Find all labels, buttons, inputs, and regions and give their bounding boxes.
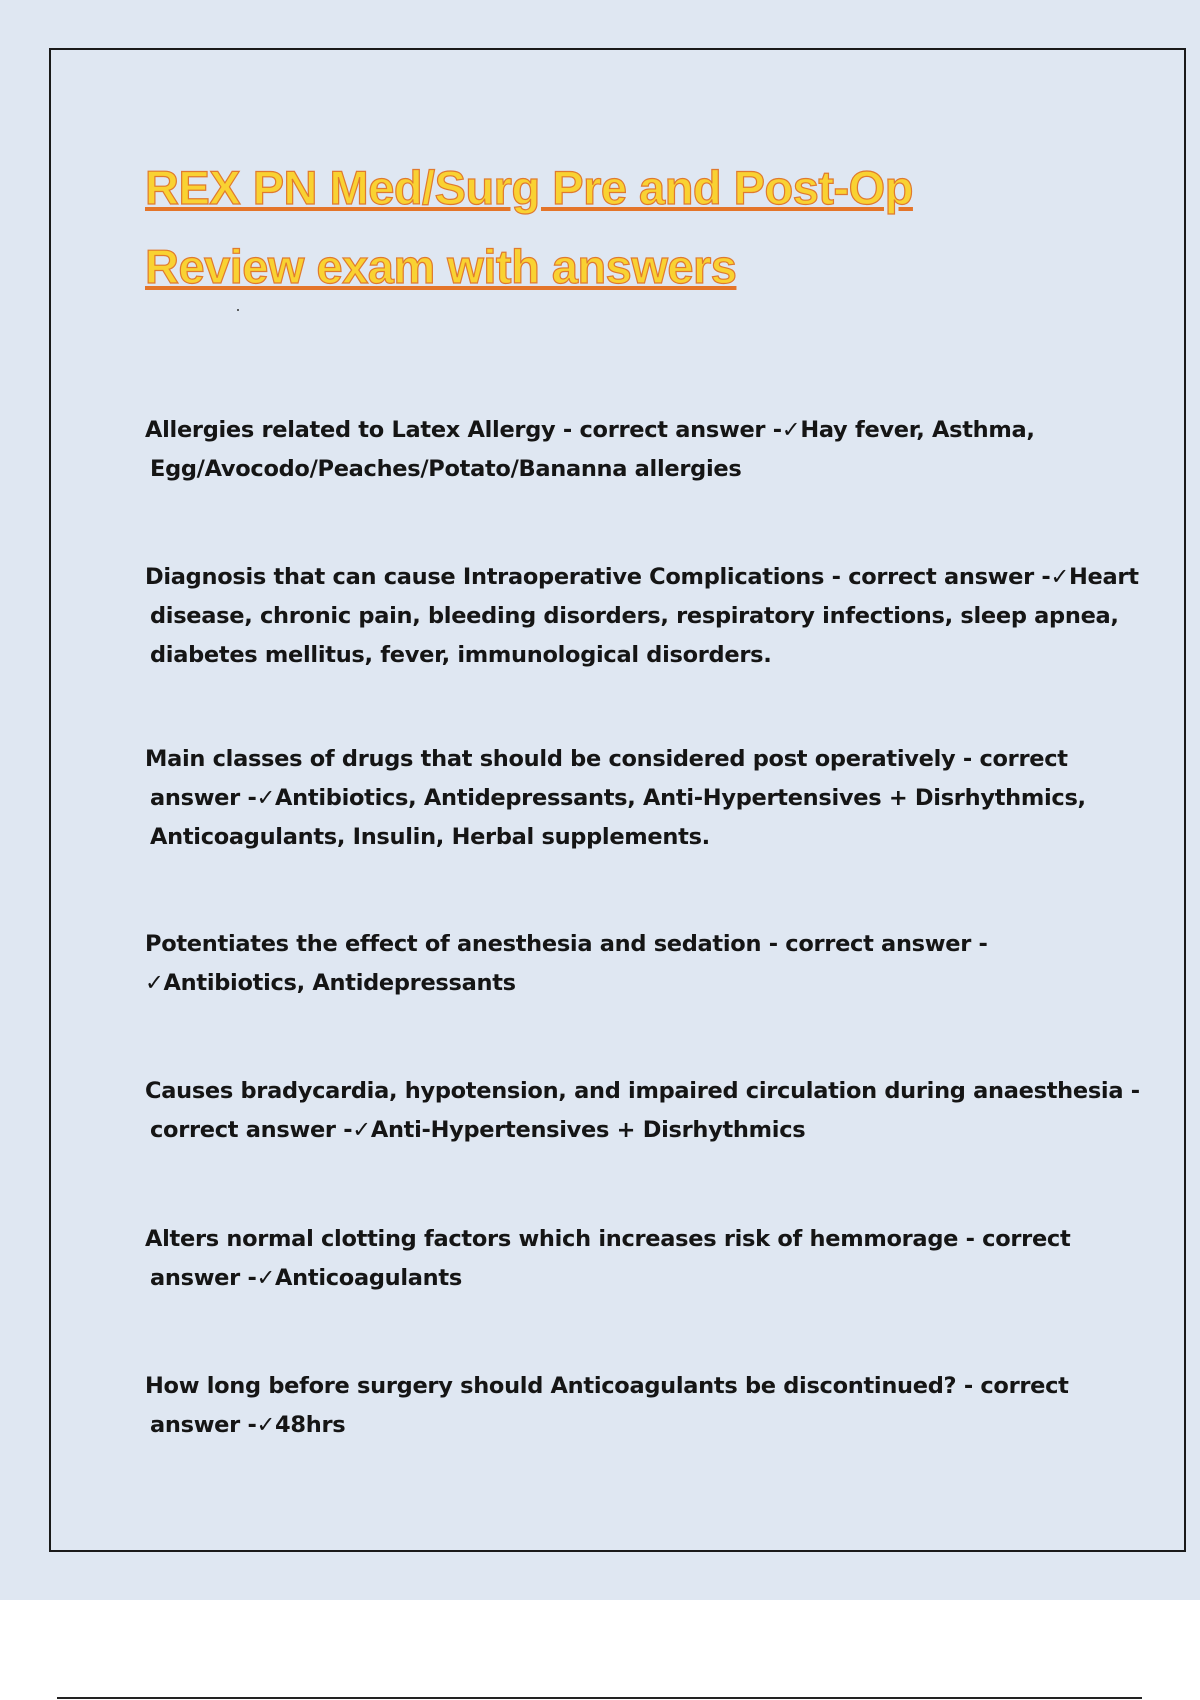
qa-item-5 xyxy=(145,1072,1140,1150)
stray-dot xyxy=(237,309,239,311)
qa-item-3 xyxy=(145,740,1105,857)
qa-line: correct answer -✓Anti-Hypertensives + Disrhythmics xyxy=(150,1117,806,1143)
qa-line: Diagnosis that can cause Intraoperative Complications - correct answer -✓Heart xyxy=(145,564,1139,590)
qa-line: diabetes mellitus, fever, immunological disorders. xyxy=(150,642,772,668)
qa-line: How long before surgery should Anticoagulants be discontinued? - correct xyxy=(145,1373,1069,1399)
qa-line: answer -✓Anticoagulants xyxy=(150,1265,462,1291)
qa-item-4 xyxy=(145,925,1105,1003)
qa-line: disease, chronic pain, bleeding disorders, respiratory infections, sleep apnea, xyxy=(150,603,1119,629)
title-line-2: Review exam with answers xyxy=(145,240,737,293)
qa-line: answer -✓48hrs xyxy=(150,1412,346,1438)
qa-line: Allergies related to Latex Allergy - correct answer -✓Hay fever, Asthma, xyxy=(145,417,1035,443)
qa-line: Egg/Avocodo/Peaches/Potato/Bananna allergies xyxy=(150,456,742,482)
bottom-rule xyxy=(57,1697,1142,1699)
qa-line: Alters normal clotting factors which increases risk of hemmorage - correct xyxy=(145,1226,1071,1252)
title-line-1: REX PN Med/Surg Pre and Post-Op xyxy=(145,161,913,214)
qa-line: Potentiates the effect of anesthesia and sedation - correct answer - xyxy=(145,931,988,957)
document-title xyxy=(145,148,1045,306)
qa-line: ✓Antibiotics, Antidepressants xyxy=(145,970,516,996)
qa-line: Main classes of drugs that should be considered post operatively - correct xyxy=(145,746,1068,772)
qa-item-2 xyxy=(145,558,1139,675)
qa-item-7 xyxy=(145,1367,1105,1445)
qa-item-1 xyxy=(145,411,1105,489)
qa-item-6 xyxy=(145,1220,1105,1298)
qa-line: Causes bradycardia, hypotension, and impaired circulation during anaesthesia - xyxy=(145,1078,1140,1104)
qa-line: answer -✓Antibiotics, Antidepressants, Anti-Hypertensives + Disrhythmics, xyxy=(150,785,1086,811)
qa-line: Anticoagulants, Insulin, Herbal supplements. xyxy=(150,824,710,850)
